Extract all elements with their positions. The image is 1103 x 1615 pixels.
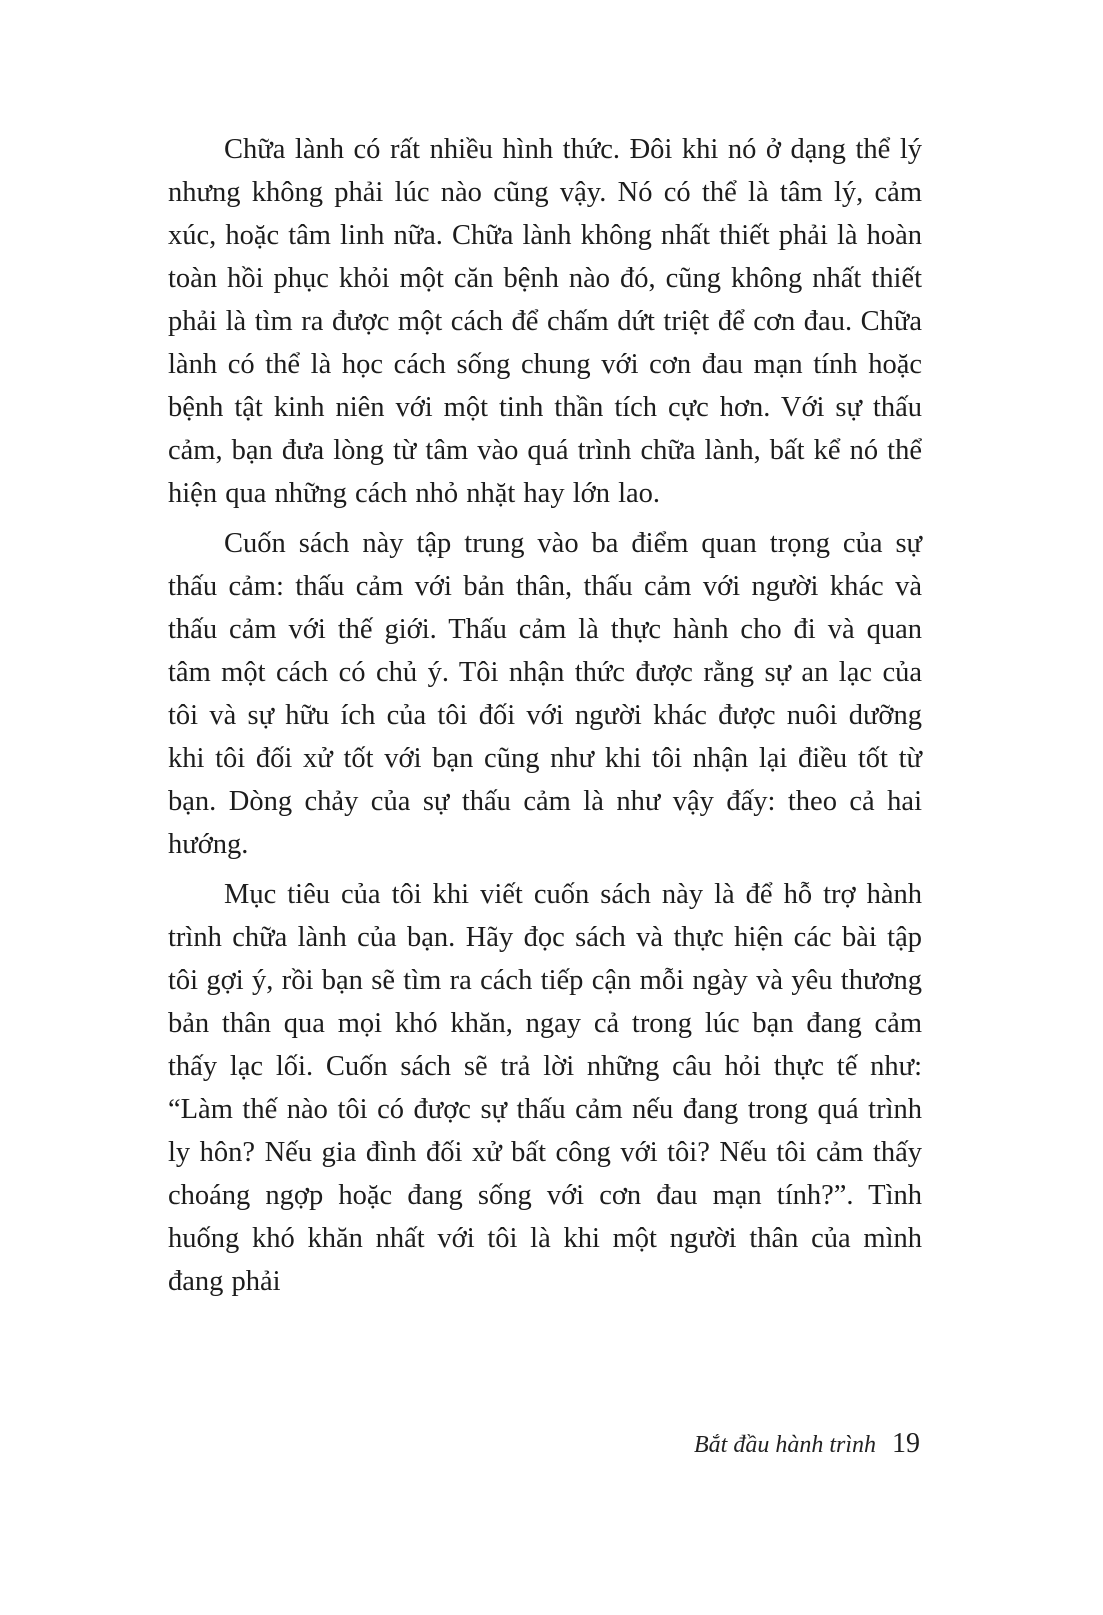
page-number: 19: [892, 1428, 920, 1459]
page-body-text: [168, 128, 922, 1303]
running-title: Bắt đầu hành trình: [693, 1432, 876, 1458]
page-footer: [694, 1428, 920, 1460]
paragraph-three-points-of-empathy: Cuốn sách này tập trung vào ba điểm quan trọng của sự thấu cảm: thấu cảm với bản thân, thấu cảm với người khác và thấu cảm với thế giới. Thấu cảm là thực hành cho đi và quan tâm một cách có chủ ý. Tôi nhận thức được rằng sự an lạc của tôi và sự hữu ích của tôi đối với người khác được nuôi dưỡng khi tôi đối xử tốt với bạn cũng như khi tôi nhận lại điều tốt từ bạn. Dòng chảy của sự thấu cảm là như vậy đấy: theo cả hai hướng.: [168, 528, 922, 860]
paragraph-healing-forms: Chữa lành có rất nhiều hình thức. Đôi khi nó ở dạng thể lý nhưng không phải lúc nào cũng vậy. Nó có thể là tâm lý, cảm xúc, hoặc tâm linh nữa. Chữa lành không nhất thiết phải là hoàn toàn hồi phục khỏi một căn bệnh nào đó, cũng không nhất thiết phải là tìm ra được một cách để chấm dứt triệt để cơn đau. Chữa lành có thể là học cách sống chung với cơn đau mạn tính hoặc bệnh tật kinh niên với một tinh thần tích cực hơn. Với sự thấu cảm, bạn đưa lòng từ tâm vào quá trình chữa lành, bất kể nó thể hiện qua những cách nhỏ nhặt hay lớn lao.: [168, 134, 922, 509]
paragraph-book-goal: Mục tiêu của tôi khi viết cuốn sách này là để hỗ trợ hành trình chữa lành của bạn. Hãy đọc sách và thực hiện các bài tập tôi gợi ý, rồi bạn sẽ tìm ra cách tiếp cận mỗi ngày và yêu thương bản thân qua mọi khó khăn, ngay cả trong lúc bạn đang cảm thấy lạc lối. Cuốn sách sẽ trả lời những câu hỏi thực tế như: “Làm thế nào tôi có được sự thấu cảm nếu đang trong quá trình ly hôn? Nếu gia đình đối xử bất công với tôi? Nếu tôi cảm thấy choáng ngợp hoặc đang sống với cơn đau mạn tính?”. Tình huống khó khăn nhất với tôi là khi một người thân của mình đang phải: [168, 879, 922, 1297]
